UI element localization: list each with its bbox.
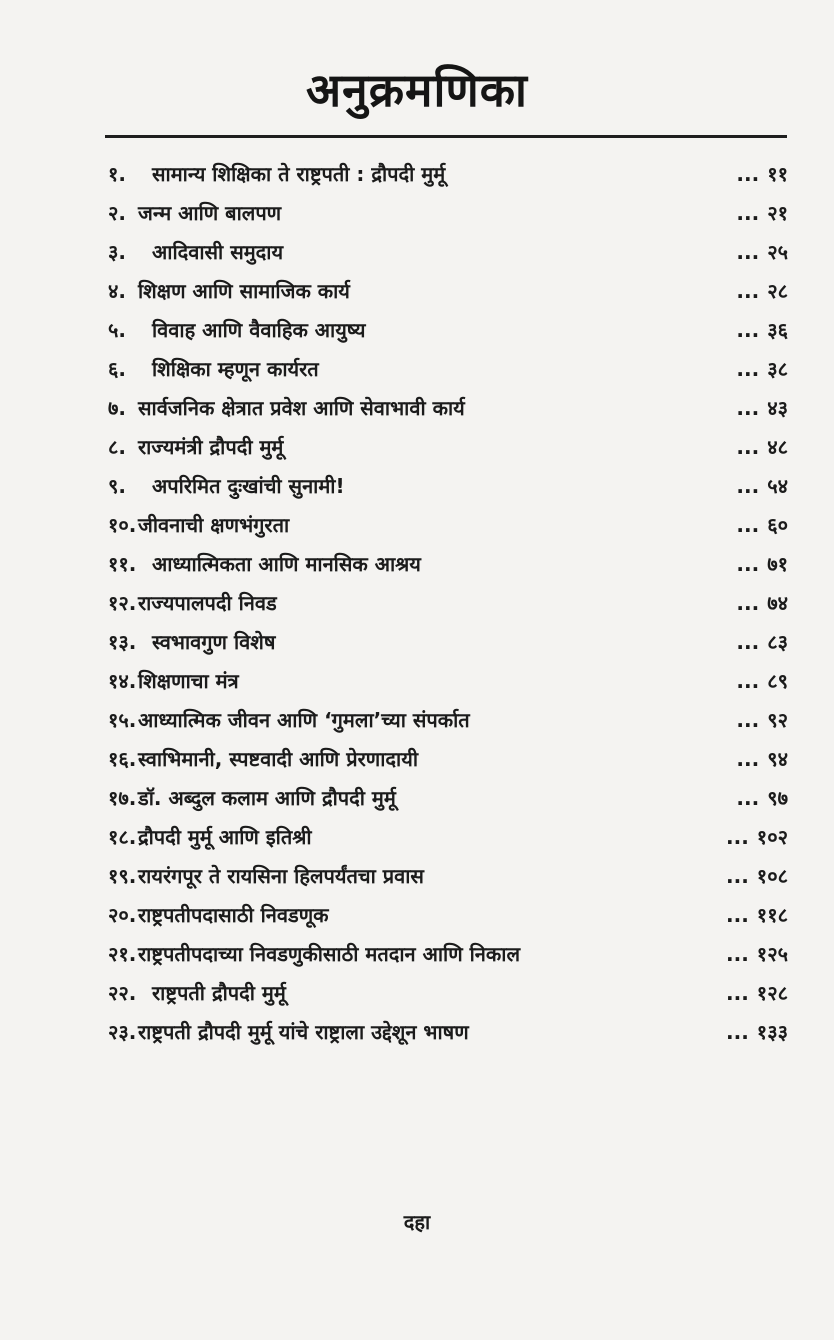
page-number: १०८ [756, 864, 788, 888]
entry-page [726, 940, 788, 968]
entry-title: रायरंगपूर ते रायसिना हिलपर्यंतचा प्रवास [138, 864, 424, 888]
entry-number: १३. [108, 630, 137, 654]
title-divider [105, 135, 787, 138]
toc-entry [108, 316, 788, 355]
table-of-contents [108, 160, 788, 1057]
entry-title: शिक्षणाचा मंत्र [138, 669, 239, 693]
toc-entry [108, 472, 788, 511]
leader-dots: ... [736, 552, 760, 576]
leader-dots: ... [726, 825, 749, 849]
toc-entry [108, 277, 788, 316]
entry-title: राष्ट्रपतीपदाच्या निवडणुकीसाठी मतदान आणि निकाल [138, 942, 521, 966]
entry-page [726, 862, 788, 890]
entry-number: २३. [108, 1020, 137, 1044]
entry-title: आध्यात्मिकता आणि मानसिक आश्रय [152, 552, 421, 576]
page-number: ९७ [767, 786, 788, 810]
page-number: ४३ [767, 396, 788, 420]
leader-dots: ... [726, 942, 749, 966]
toc-entry [108, 238, 788, 277]
page-number: १०२ [756, 825, 788, 849]
leader-dots: ... [736, 669, 760, 693]
page-number: ३६ [767, 318, 788, 342]
entry-page [736, 355, 788, 383]
entry-number: ५. [108, 318, 126, 342]
page-number: ६० [767, 513, 788, 537]
page-number: ९२ [767, 708, 788, 732]
page-number: ३८ [767, 357, 788, 381]
toc-entry [108, 160, 788, 199]
toc-entry [108, 433, 788, 472]
entry-page [736, 160, 788, 188]
entry-title: जन्म आणि बालपण [138, 201, 282, 225]
entry-title: शिक्षिका म्हणून कार्यरत [152, 357, 319, 381]
leader-dots: ... [726, 903, 749, 927]
page-number: १३३ [756, 1020, 788, 1044]
leader-dots: ... [736, 435, 760, 459]
entry-number: १६. [108, 747, 137, 771]
toc-entry [108, 862, 788, 901]
entry-title: शिक्षण आणि सामाजिक कार्य [138, 279, 350, 303]
leader-dots: ... [726, 864, 749, 888]
entry-page [736, 238, 788, 266]
page-number: २५ [767, 240, 788, 264]
leader-dots: ... [736, 747, 760, 771]
toc-entry [108, 394, 788, 433]
entry-page [736, 589, 788, 617]
leader-dots: ... [736, 162, 760, 186]
toc-entry [108, 901, 788, 940]
page-number: ८९ [767, 669, 788, 693]
entry-page [736, 628, 788, 656]
page-footer-number: दहा [403, 1210, 431, 1234]
entry-page [736, 745, 788, 773]
toc-entry [108, 979, 788, 1018]
entry-page [736, 316, 788, 344]
entry-title: राष्ट्रपती द्रौपदी मुर्मू यांचे राष्ट्राला उद्देशून भाषण [138, 1020, 469, 1044]
entry-title: सामान्य शिक्षिका ते राष्ट्रपती : द्रौपदी मुर्मू [152, 162, 446, 186]
entry-number: २१. [108, 942, 137, 966]
toc-entry [108, 706, 788, 745]
entry-number: १०. [108, 513, 137, 537]
leader-dots: ... [736, 513, 760, 537]
leader-dots: ... [736, 786, 760, 810]
entry-title: अपरिमित दुःखांची सुनामी! [152, 474, 345, 498]
entry-page [736, 706, 788, 734]
entry-page [736, 550, 788, 578]
page-number: ७४ [767, 591, 788, 615]
leader-dots: ... [736, 357, 760, 381]
toc-entry [108, 745, 788, 784]
page-number: २१ [767, 201, 788, 225]
page-number: ८३ [767, 630, 788, 654]
toc-entry [108, 667, 788, 706]
page-number: ४८ [767, 435, 788, 459]
entry-title: सार्वजनिक क्षेत्रात प्रवेश आणि सेवाभावी कार्य [138, 396, 465, 420]
leader-dots: ... [736, 708, 760, 732]
entry-number: २. [108, 201, 126, 225]
page-number: ११८ [756, 903, 788, 927]
entry-page [736, 277, 788, 305]
toc-entry [108, 784, 788, 823]
toc-entry [108, 511, 788, 550]
entry-number: १८. [108, 825, 137, 849]
entry-page [736, 511, 788, 539]
entry-page [726, 823, 788, 851]
entry-number: २२. [108, 981, 137, 1005]
page-number: ९४ [767, 747, 788, 771]
entry-title: आदिवासी समुदाय [152, 240, 284, 264]
toc-entry [108, 940, 788, 979]
entry-number: २०. [108, 903, 137, 927]
toc-entry [108, 199, 788, 238]
page-number: ७१ [767, 552, 788, 576]
entry-page [726, 979, 788, 1007]
entry-number: १९. [108, 864, 137, 888]
entry-page [726, 1018, 788, 1046]
leader-dots: ... [736, 630, 760, 654]
entry-number: १२. [108, 591, 137, 615]
entry-number: ९. [108, 474, 126, 498]
toc-entry [108, 589, 788, 628]
entry-title: राष्ट्रपतीपदासाठी निवडणूक [138, 903, 329, 927]
entry-number: ११. [108, 552, 137, 576]
entry-page [736, 784, 788, 812]
page-number: १२८ [756, 981, 788, 1005]
entry-title: आध्यात्मिक जीवन आणि ‘गुमला’च्या संपर्कात [138, 708, 470, 732]
entry-number: १५. [108, 708, 137, 732]
page-number: २८ [767, 279, 788, 303]
entry-title: राज्यमंत्री द्रौपदी मुर्मू [138, 435, 284, 459]
entry-page [736, 394, 788, 422]
leader-dots: ... [736, 318, 760, 342]
leader-dots: ... [726, 1020, 749, 1044]
entry-number: १७. [108, 786, 137, 810]
entry-number: ६. [108, 357, 126, 381]
entry-page [736, 433, 788, 461]
entry-number: १. [108, 162, 126, 186]
entry-title: विवाह आणि वैवाहिक आयुष्य [152, 318, 366, 342]
entry-page [736, 472, 788, 500]
entry-page [736, 199, 788, 227]
entry-number: ८. [108, 435, 126, 459]
page-title: अनुक्रमणिका [306, 63, 528, 117]
leader-dots: ... [736, 396, 760, 420]
leader-dots: ... [736, 240, 760, 264]
entry-number: १४. [108, 669, 137, 693]
leader-dots: ... [726, 981, 749, 1005]
entry-title: डॉ. अब्दुल कलाम आणि द्रौपदी मुर्मू [138, 786, 396, 810]
toc-entry [108, 550, 788, 589]
toc-entry [108, 1018, 788, 1057]
page-number: १२५ [756, 942, 788, 966]
page-number: ५४ [767, 474, 788, 498]
entry-title: जीवनाची क्षणभंगुरता [138, 513, 290, 537]
leader-dots: ... [736, 201, 760, 225]
entry-page [726, 901, 788, 929]
entry-number: ३. [108, 240, 126, 264]
entry-page [736, 667, 788, 695]
entry-number: ७. [108, 396, 126, 420]
leader-dots: ... [736, 591, 760, 615]
leader-dots: ... [736, 279, 760, 303]
leader-dots: ... [736, 474, 760, 498]
entry-title: राज्यपालपदी निवड [138, 591, 277, 615]
entry-title: स्वाभिमानी, स्पष्टवादी आणि प्रेरणादायी [138, 747, 419, 771]
toc-entry [108, 355, 788, 394]
toc-entry [108, 628, 788, 667]
entry-title: स्वभावगुण विशेष [152, 630, 276, 654]
entry-number: ४. [108, 279, 126, 303]
page-number: ११ [767, 162, 788, 186]
entry-title: द्रौपदी मुर्मू आणि इतिश्री [138, 825, 312, 849]
toc-entry [108, 823, 788, 862]
entry-title: राष्ट्रपती द्रौपदी मुर्मू [152, 981, 286, 1005]
